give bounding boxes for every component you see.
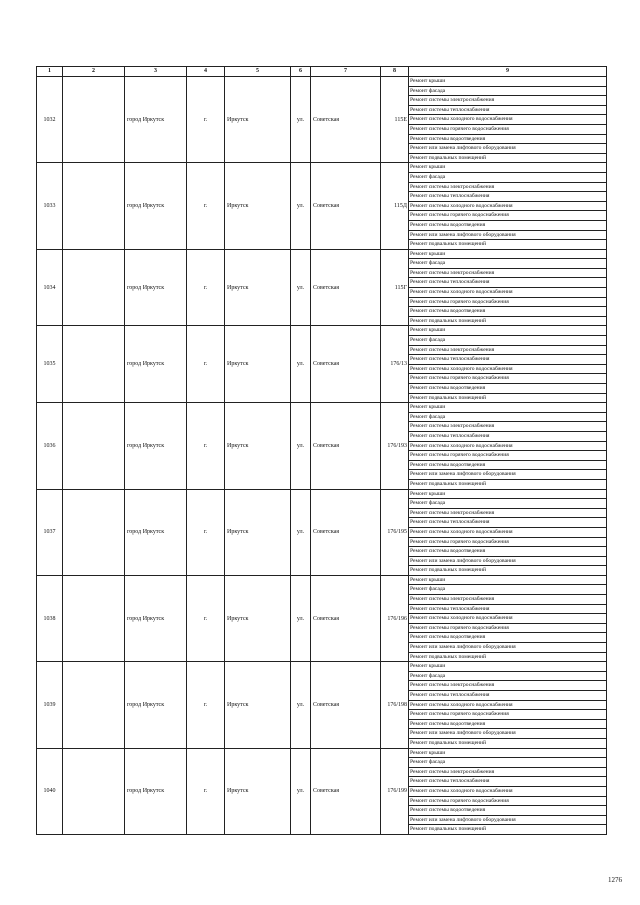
- locality-type-cell: г.: [187, 249, 225, 326]
- work-item: Ремонт или замена лифтового оборудования: [409, 144, 607, 154]
- house-number-cell: 176/196: [381, 575, 409, 661]
- work-item: Ремонт системы водоотведения: [409, 220, 607, 230]
- column-2-cell: [63, 326, 125, 403]
- work-item: Ремонт системы холодного водоснабжения: [409, 614, 607, 624]
- table-row: [37, 575, 607, 585]
- house-number-cell: 115Е: [381, 77, 409, 163]
- work-item: Ремонт подвальных помещений: [409, 240, 607, 250]
- work-item: Ремонт системы теплоснабжения: [409, 278, 607, 288]
- work-item: Ремонт крыши: [409, 748, 607, 758]
- row-number: 1035: [37, 326, 63, 403]
- table-row: [37, 163, 607, 173]
- street-cell: Советская: [311, 326, 381, 403]
- work-item: Ремонт фасада: [409, 336, 607, 346]
- work-item: Ремонт системы горячего водоснабжения: [409, 796, 607, 806]
- locality-type-cell: г.: [187, 662, 225, 748]
- house-number-cell: 176/198: [381, 662, 409, 748]
- header-col-8: 8: [381, 67, 409, 77]
- header-col-7: 7: [311, 67, 381, 77]
- column-2-cell: [63, 77, 125, 163]
- work-item: Ремонт фасада: [409, 499, 607, 509]
- header-col-2: 2: [63, 67, 125, 77]
- work-item: Ремонт системы водоотведения: [409, 460, 607, 470]
- work-item: Ремонт системы горячего водоснабжения: [409, 623, 607, 633]
- work-item: Ремонт системы горячего водоснабжения: [409, 537, 607, 547]
- work-item: Ремонт крыши: [409, 326, 607, 336]
- column-2-cell: [63, 662, 125, 748]
- street-type-cell: ул.: [291, 249, 311, 326]
- locality-type-cell: г.: [187, 403, 225, 489]
- street-type-cell: ул.: [291, 489, 311, 575]
- table-row: [37, 403, 607, 413]
- header-col-4: 4: [187, 67, 225, 77]
- work-item: Ремонт системы холодного водоснабжения: [409, 288, 607, 298]
- settlement-cell: город Иркутск: [125, 249, 187, 326]
- column-2-cell: [63, 748, 125, 834]
- settlement-cell: город Иркутск: [125, 403, 187, 489]
- work-item: Ремонт подвальных помещений: [409, 393, 607, 403]
- work-item: Ремонт системы электроснабжения: [409, 681, 607, 691]
- work-item: Ремонт крыши: [409, 489, 607, 499]
- street-cell: Советская: [311, 748, 381, 834]
- settlement-cell: город Иркутск: [125, 748, 187, 834]
- row-number: 1034: [37, 249, 63, 326]
- house-number-cell: 176/13: [381, 326, 409, 403]
- row-number: 1039: [37, 662, 63, 748]
- header-col-1: 1: [37, 67, 63, 77]
- settlement-cell: город Иркутск: [125, 489, 187, 575]
- row-number: 1033: [37, 163, 63, 249]
- work-item: Ремонт фасада: [409, 172, 607, 182]
- column-2-cell: [63, 249, 125, 326]
- settlement-cell: город Иркутск: [125, 77, 187, 163]
- work-item: Ремонт системы горячего водоснабжения: [409, 211, 607, 221]
- work-item: Ремонт крыши: [409, 403, 607, 413]
- table-row: [37, 748, 607, 758]
- row-number: 1036: [37, 403, 63, 489]
- work-item: Ремонт системы горячего водоснабжения: [409, 451, 607, 461]
- locality-cell: Иркутск: [225, 748, 291, 834]
- street-cell: Советская: [311, 249, 381, 326]
- locality-type-cell: г.: [187, 326, 225, 403]
- work-item: Ремонт или замена лифтового оборудования: [409, 815, 607, 825]
- work-item: Ремонт или замена лифтового оборудования: [409, 470, 607, 480]
- settlement-cell: город Иркутск: [125, 662, 187, 748]
- work-item: Ремонт системы электроснабжения: [409, 96, 607, 106]
- locality-cell: Иркутск: [225, 77, 291, 163]
- work-item: Ремонт системы теплоснабжения: [409, 431, 607, 441]
- work-item: Ремонт или замена лифтового оборудования: [409, 729, 607, 739]
- work-item: Ремонт подвальных помещений: [409, 479, 607, 489]
- work-item: Ремонт системы холодного водоснабжения: [409, 700, 607, 710]
- column-2-cell: [63, 163, 125, 249]
- work-item: Ремонт фасада: [409, 86, 607, 96]
- street-type-cell: ул.: [291, 748, 311, 834]
- work-item: Ремонт крыши: [409, 575, 607, 585]
- work-item: Ремонт системы холодного водоснабжения: [409, 441, 607, 451]
- table-row: [37, 326, 607, 336]
- row-number: 1040: [37, 748, 63, 834]
- work-item: Ремонт фасада: [409, 259, 607, 269]
- house-number-cell: 115Д: [381, 163, 409, 249]
- locality-cell: Иркутск: [225, 326, 291, 403]
- work-item: Ремонт фасада: [409, 758, 607, 768]
- table-row: [37, 249, 607, 259]
- work-item: Ремонт системы водоотведения: [409, 134, 607, 144]
- work-item: Ремонт подвальных помещений: [409, 652, 607, 662]
- table-body: [37, 77, 607, 835]
- work-item: Ремонт подвальных помещений: [409, 153, 607, 163]
- work-item: Ремонт системы теплоснабжения: [409, 777, 607, 787]
- work-item: Ремонт системы водоотведения: [409, 384, 607, 394]
- work-item: Ремонт системы холодного водоснабжения: [409, 527, 607, 537]
- street-type-cell: ул.: [291, 403, 311, 489]
- work-item: Ремонт крыши: [409, 249, 607, 259]
- house-number-cell: 176/195: [381, 489, 409, 575]
- settlement-cell: город Иркутск: [125, 326, 187, 403]
- work-item: Ремонт фасада: [409, 671, 607, 681]
- work-item: Ремонт системы холодного водоснабжения: [409, 786, 607, 796]
- work-item: Ремонт системы холодного водоснабжения: [409, 364, 607, 374]
- work-item: Ремонт или замена лифтового оборудования: [409, 556, 607, 566]
- work-item: Ремонт системы горячего водоснабжения: [409, 374, 607, 384]
- house-number-cell: 115Г: [381, 249, 409, 326]
- street-cell: Советская: [311, 575, 381, 661]
- locality-cell: Иркутск: [225, 249, 291, 326]
- street-cell: Советская: [311, 489, 381, 575]
- locality-cell: Иркутск: [225, 403, 291, 489]
- row-number: 1038: [37, 575, 63, 661]
- locality-type-cell: г.: [187, 489, 225, 575]
- work-item: Ремонт системы холодного водоснабжения: [409, 115, 607, 125]
- work-item: Ремонт или замена лифтового оборудования: [409, 643, 607, 653]
- locality-type-cell: г.: [187, 163, 225, 249]
- work-item: Ремонт системы водоотведения: [409, 307, 607, 317]
- work-item: Ремонт системы электроснабжения: [409, 767, 607, 777]
- table-row: [37, 489, 607, 499]
- street-cell: Советская: [311, 77, 381, 163]
- row-number: 1032: [37, 77, 63, 163]
- row-number: 1037: [37, 489, 63, 575]
- work-item: Ремонт системы холодного водоснабжения: [409, 201, 607, 211]
- street-type-cell: ул.: [291, 163, 311, 249]
- work-item: Ремонт системы теплоснабжения: [409, 192, 607, 202]
- header-col-6: 6: [291, 67, 311, 77]
- work-item: Ремонт системы электроснабжения: [409, 268, 607, 278]
- locality-type-cell: г.: [187, 575, 225, 661]
- street-type-cell: ул.: [291, 575, 311, 661]
- column-2-cell: [63, 489, 125, 575]
- street-type-cell: ул.: [291, 662, 311, 748]
- street-cell: Советская: [311, 403, 381, 489]
- works-table: [36, 66, 607, 835]
- work-item: Ремонт системы теплоснабжения: [409, 691, 607, 701]
- work-item: Ремонт или замена лифтового оборудования: [409, 230, 607, 240]
- work-item: Ремонт системы электроснабжения: [409, 595, 607, 605]
- header-col-9: 9: [409, 67, 607, 77]
- work-item: Ремонт фасада: [409, 585, 607, 595]
- settlement-cell: город Иркутск: [125, 575, 187, 661]
- locality-cell: Иркутск: [225, 575, 291, 661]
- work-item: Ремонт системы водоотведения: [409, 547, 607, 557]
- work-item: Ремонт системы теплоснабжения: [409, 518, 607, 528]
- street-cell: Советская: [311, 163, 381, 249]
- work-item: Ремонт подвальных помещений: [409, 566, 607, 576]
- work-item: Ремонт системы горячего водоснабжения: [409, 124, 607, 134]
- street-cell: Советская: [311, 662, 381, 748]
- column-2-cell: [63, 575, 125, 661]
- work-item: Ремонт фасада: [409, 412, 607, 422]
- work-item: Ремонт подвальных помещений: [409, 738, 607, 748]
- locality-cell: Иркутск: [225, 662, 291, 748]
- house-number-cell: 176/199: [381, 748, 409, 834]
- work-item: Ремонт системы водоотведения: [409, 806, 607, 816]
- locality-type-cell: г.: [187, 77, 225, 163]
- work-item: Ремонт системы электроснабжения: [409, 182, 607, 192]
- work-item: Ремонт системы водоотведения: [409, 719, 607, 729]
- work-item: Ремонт системы теплоснабжения: [409, 355, 607, 365]
- street-type-cell: ул.: [291, 77, 311, 163]
- column-2-cell: [63, 403, 125, 489]
- locality-cell: Иркутск: [225, 489, 291, 575]
- street-type-cell: ул.: [291, 326, 311, 403]
- work-item: Ремонт подвальных помещений: [409, 316, 607, 326]
- page-number: 1276: [608, 876, 622, 884]
- work-item: Ремонт системы горячего водоснабжения: [409, 297, 607, 307]
- work-item: Ремонт крыши: [409, 163, 607, 173]
- work-item: Ремонт системы теплоснабжения: [409, 105, 607, 115]
- header-col-5: 5: [225, 67, 291, 77]
- work-item: Ремонт системы теплоснабжения: [409, 604, 607, 614]
- work-item: Ремонт подвальных помещений: [409, 825, 607, 835]
- table-row: [37, 662, 607, 672]
- header-col-3: 3: [125, 67, 187, 77]
- work-item: Ремонт системы электроснабжения: [409, 422, 607, 432]
- work-item: Ремонт системы электроснабжения: [409, 508, 607, 518]
- work-item: Ремонт системы горячего водоснабжения: [409, 710, 607, 720]
- locality-type-cell: г.: [187, 748, 225, 834]
- house-number-cell: 176/193: [381, 403, 409, 489]
- work-item: Ремонт системы водоотведения: [409, 633, 607, 643]
- header-row: [37, 67, 607, 77]
- work-item: Ремонт крыши: [409, 662, 607, 672]
- work-item: Ремонт крыши: [409, 77, 607, 87]
- settlement-cell: город Иркутск: [125, 163, 187, 249]
- work-item: Ремонт системы электроснабжения: [409, 345, 607, 355]
- locality-cell: Иркутск: [225, 163, 291, 249]
- table-row: [37, 77, 607, 87]
